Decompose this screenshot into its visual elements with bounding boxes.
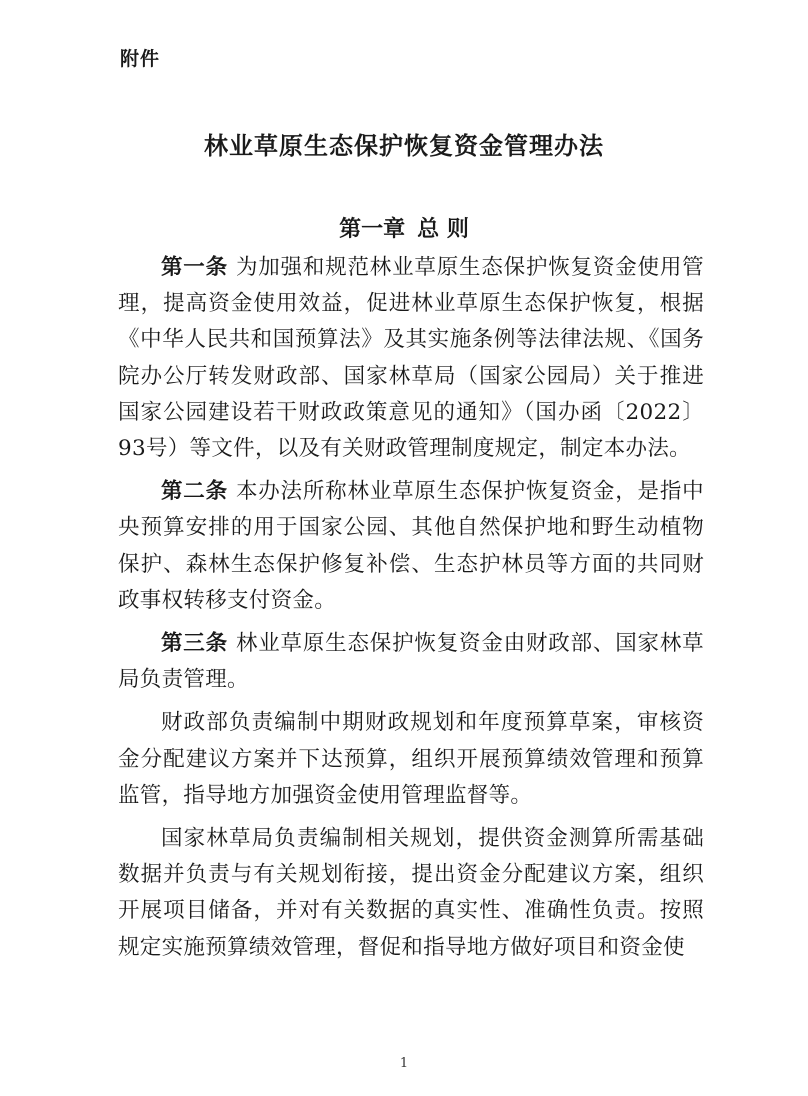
chapter-heading (0, 212, 808, 243)
forestry-bureau-duties-paragraph (118, 821, 704, 966)
article-3-label: 第三条 (161, 631, 228, 657)
article-1-paragraph (118, 250, 704, 467)
finance-ministry-duties-paragraph (118, 705, 704, 814)
chapter-label: 第一章 (339, 217, 406, 242)
article-2-text: 本办法所称林业草原生态保护恢复资金，是指中央预算安排的用于国家公园、其他自然保护地和野生动植物保护、森林生态保护修复补偿、生态护林员等方面的共同财政事权转移支付资金。 (118, 479, 704, 613)
article-3-paragraph (118, 626, 704, 698)
article-2-paragraph (118, 474, 704, 619)
article-3-text: 林业草原生态保护恢复资金由财政部、国家林草局负责管理。 (118, 631, 704, 693)
page-number: 1 (399, 1056, 409, 1071)
finance-ministry-duties-text: 财政部负责编制中期财政规划和年度预算草案，审核资金分配建议方案并下达预算，组织开展预算绩效管理和预算监管，指导地方加强资金使用管理监督等。 (118, 710, 704, 808)
article-1-text: 为加强和规范林业草原生态保护恢复资金使用管理，提高资金使用效益，促进林业草原生态保护恢复，根据《中华人民共和国预算法》及其实施条例等法律法规、《国务院办公厅转发财政部、国家林草局（国家公园局）关于推进国家公园建设若干财政政策意见的通知》（国办函〔2022〕93号）等文件，以及有关财政管理制度规定，制定本办法。 (118, 255, 704, 462)
attachment-label: 附件 (120, 48, 161, 70)
chapter-name: 总 则 (417, 217, 469, 242)
forestry-bureau-duties-text: 国家林草局负责编制相关规划，提供资金测算所需基础数据并负责与有关规划衔接，提出资金分配建议方案，组织开展项目储备，并对有关数据的真实性、准确性负责。按照规定实施预算绩效管理，督促和指导地方做好项目和资金使 (118, 826, 704, 960)
article-2-label: 第二条 (161, 479, 228, 505)
article-1-label: 第一条 (161, 255, 228, 280)
document-body (118, 250, 704, 966)
document-title: 林业草原生态保护恢复资金管理办法 (204, 131, 604, 160)
